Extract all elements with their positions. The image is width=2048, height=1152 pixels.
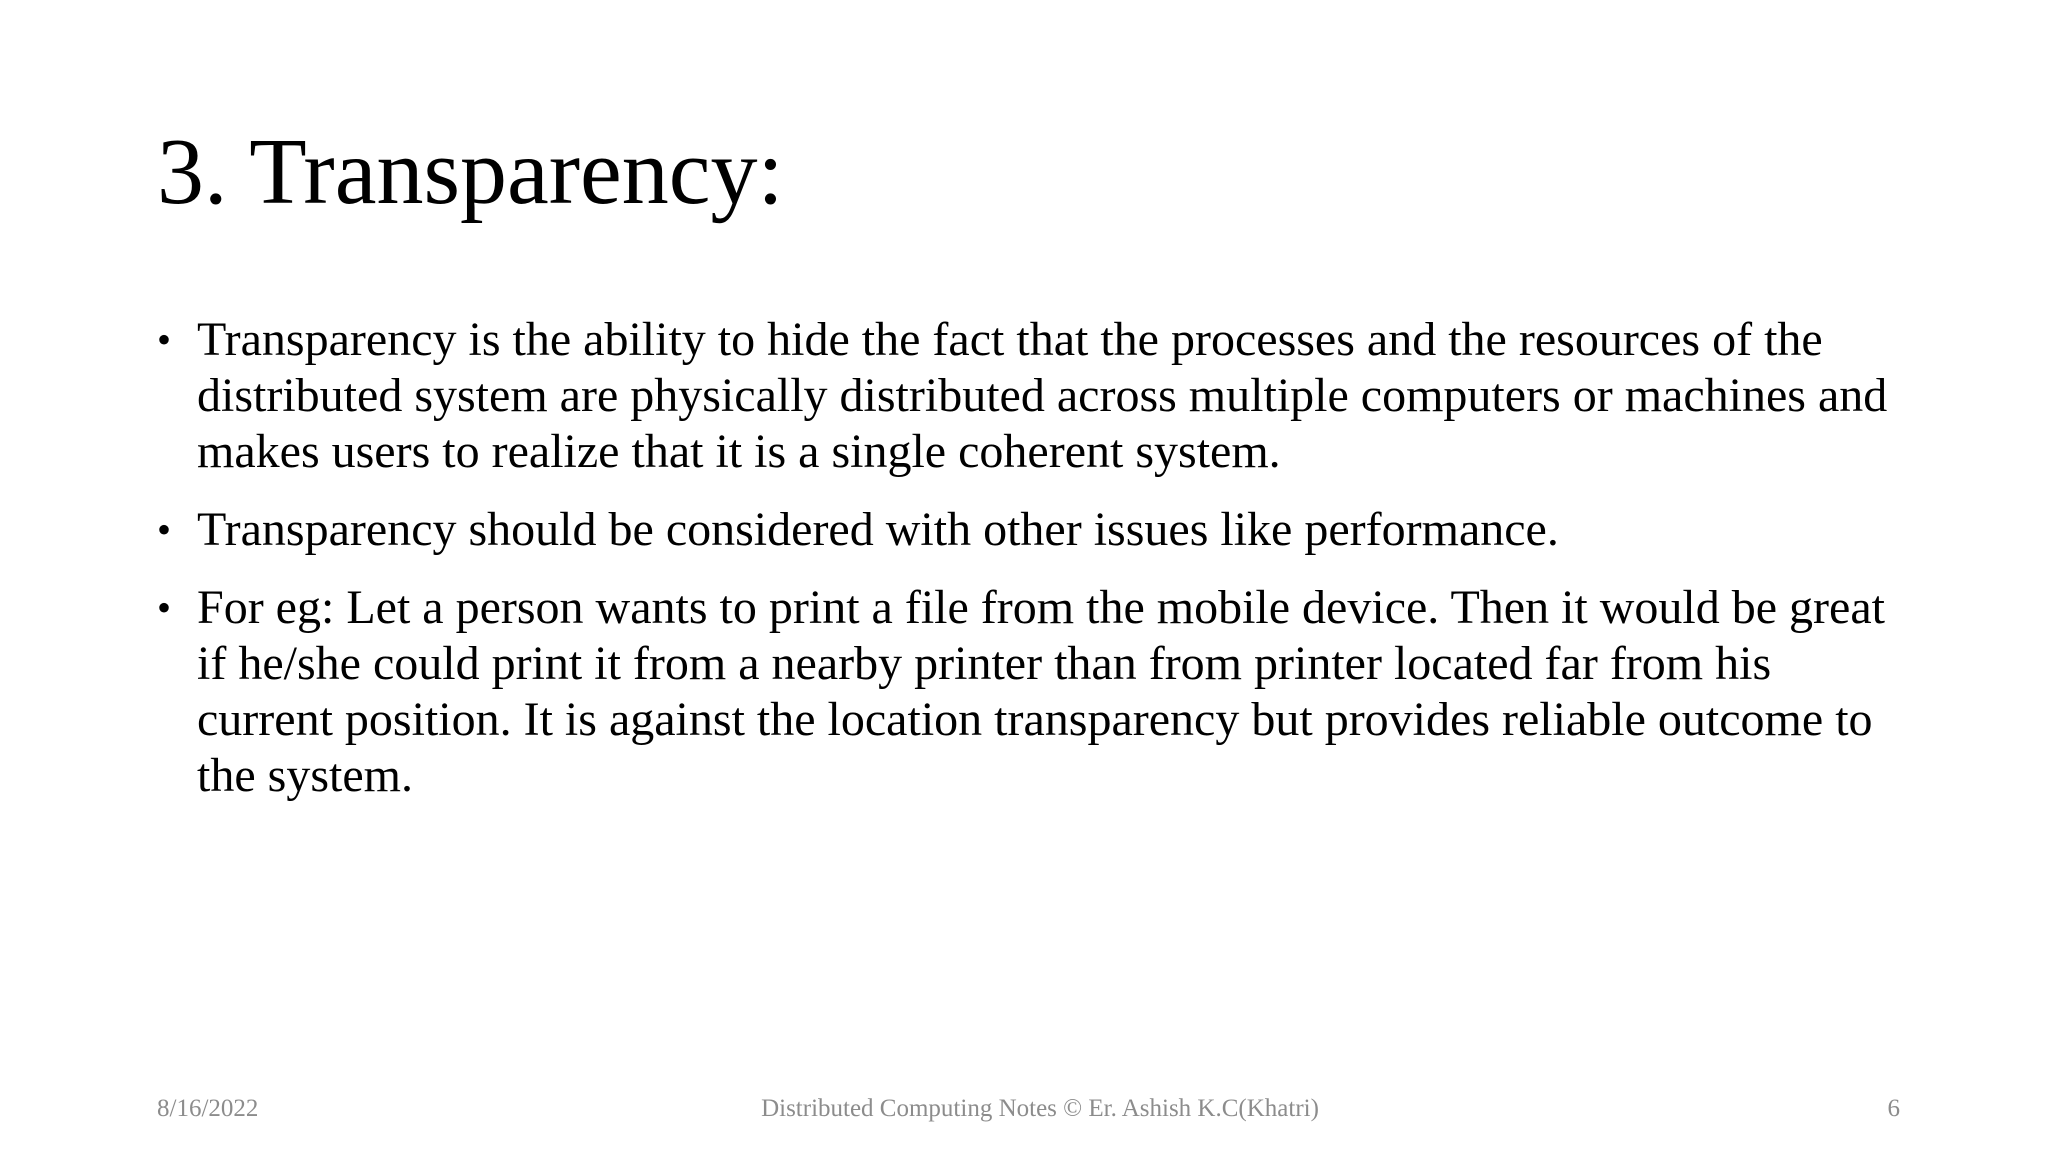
bullet-text: For eg: Let a person wants to print a file from the mobile device. Then it would be great if he/she could print it from a nearby printer than from printer located far from his current position. It is against the location transparency but provides reliable outcome to the system. [197,581,1885,802]
footer-notes-credit: Distributed Computing Notes © Er. Ashish K.C(Khatri) [761,1095,1319,1122]
bullet-item [157,502,1917,558]
bullet-marker: • [157,585,172,630]
bullet-list [157,312,1917,826]
bullet-item [157,312,1917,480]
footer-page-number: 6 [1887,1095,1900,1122]
footer-date: 8/16/2022 [157,1095,259,1122]
bullet-marker: • [157,317,172,362]
bullet-text: Transparency should be considered with other issues like performance. [197,503,1559,556]
slide-title: 3. Transparency: [157,120,784,224]
bullet-marker: • [157,507,172,552]
bullet-text: Transparency is the ability to hide the fact that the processes and the resources of the distributed system are physically distributed across multiple computers or machines and makes users to realize that it is a single coherent system. [197,313,1888,478]
bullet-item [157,580,1917,804]
